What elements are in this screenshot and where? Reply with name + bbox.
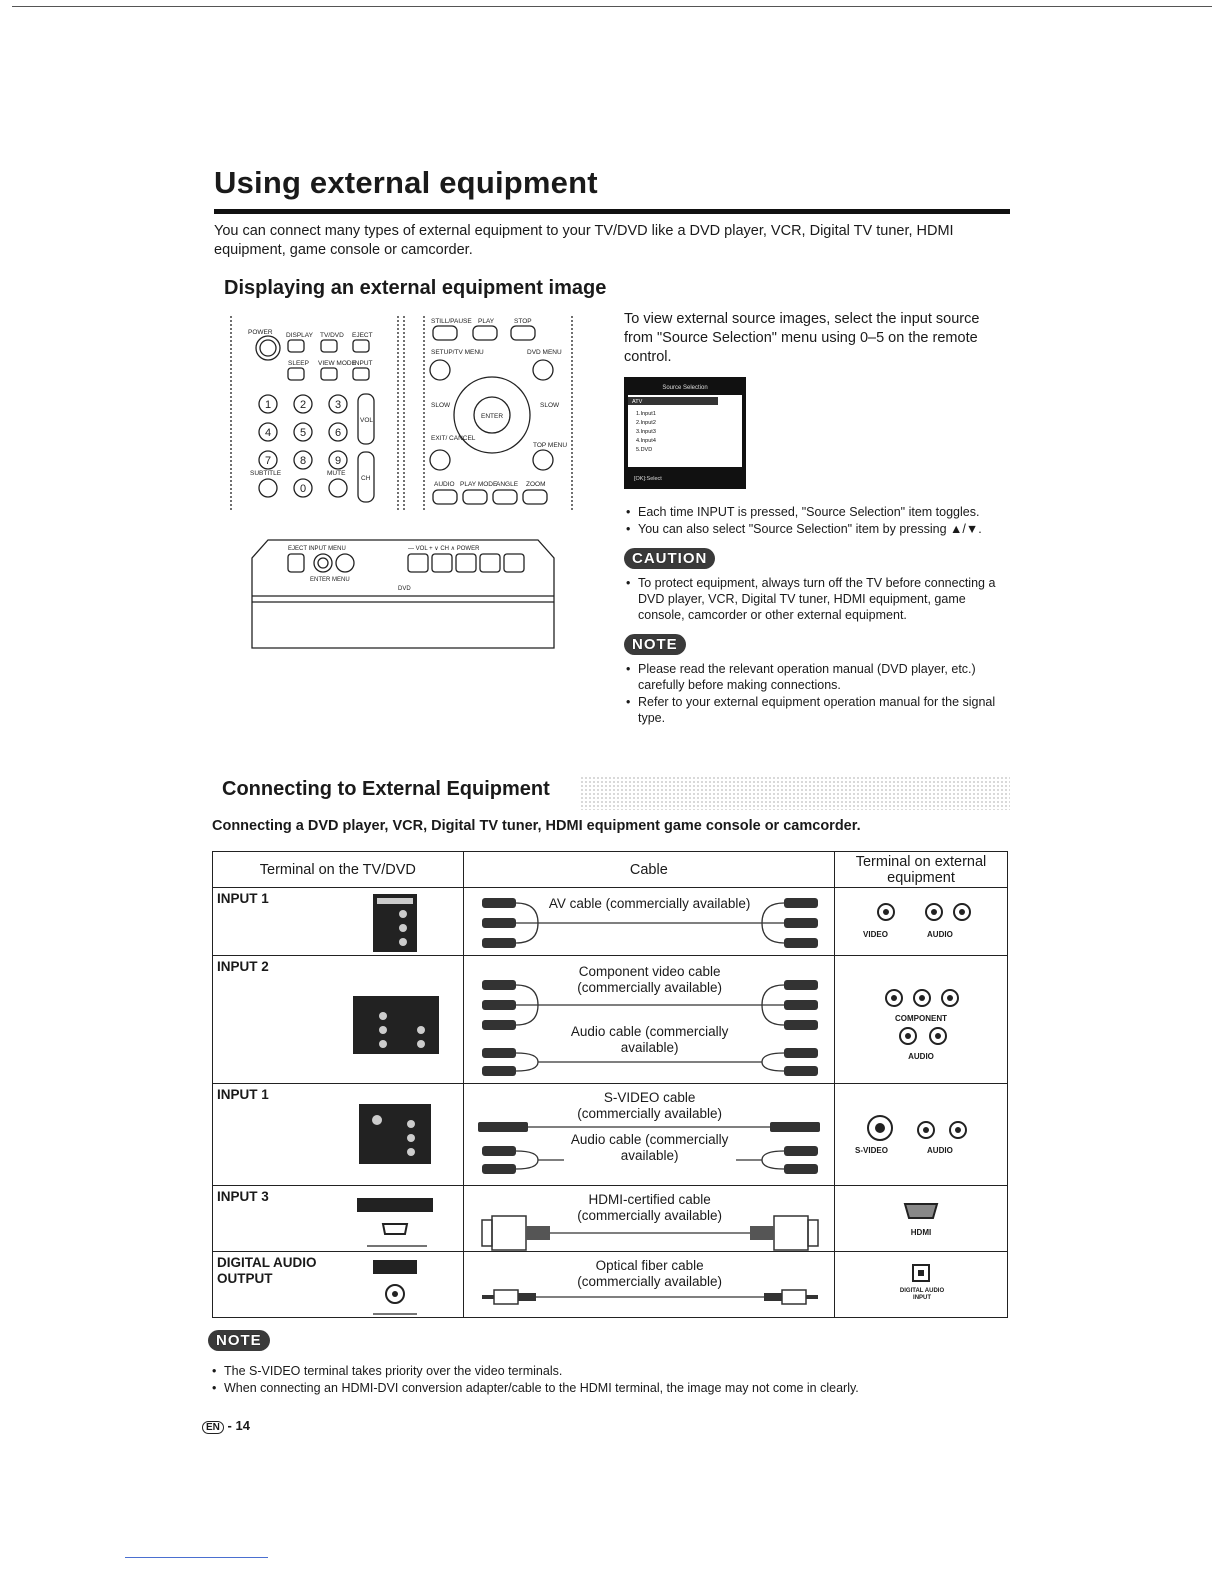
ext-label-svideo: S-VIDEO (855, 1146, 888, 1155)
remote-digit-4: 4 (264, 427, 272, 439)
table-row (213, 1186, 1008, 1252)
cable-label: Optical fiber cable (commercially available) (564, 1258, 736, 1290)
remote-subtitle-label: SUBTITLE (250, 470, 282, 477)
ext-label-audio: AUDIO (927, 930, 953, 939)
terminal-name: INPUT 1 (217, 891, 269, 906)
top-border (12, 6, 1212, 7)
cable-label: Component video cable (commercially available) (564, 964, 736, 996)
menu-item-input2: 2.Input2 (636, 420, 656, 426)
ext-label-video: VIDEO (863, 930, 888, 939)
remote-control-illustration (228, 312, 584, 516)
connection-table (212, 851, 1008, 1318)
page-number (202, 1418, 250, 1434)
svideo-jack-icon (359, 1104, 431, 1164)
section-subtitle: Connecting a DVD player, VCR, Digital TV tuner, HDMI equipment game console or camcorder. (212, 818, 861, 834)
remote-angle-label: ANGLE (496, 481, 519, 488)
bottom-note-badge: NOTE (208, 1330, 270, 1351)
remote-exit-label: EXIT/ CANCEL (431, 435, 476, 442)
bottom-note-bullet: • The S-VIDEO terminal takes priority over the video terminals. (210, 1363, 1010, 1379)
table-row (213, 1084, 1008, 1186)
title-rule (214, 209, 1010, 214)
ext-label-component: COMPONENT (895, 1014, 948, 1023)
terminal-name: INPUT 3 (217, 1189, 269, 1204)
remote-viewmode-label: VIEW MODE (318, 360, 356, 367)
remote-enter-label: ENTER (481, 413, 504, 420)
menu-item-dvd: 5.DVD (636, 447, 653, 453)
menu-title: Source Selection (662, 385, 708, 391)
hdmi-port-icon (357, 1194, 433, 1248)
panel-right-labels: — VOL + ∨ CH ∧ POWER (408, 546, 480, 552)
remote-dvdmenu-label: DVD MENU (527, 349, 562, 356)
remote-display-label: DISPLAY (286, 332, 313, 339)
page-title: Using external equipment (214, 165, 598, 200)
panel-row2-labels: ENTER MENU (310, 577, 350, 583)
remote-digit-5: 5 (299, 427, 307, 439)
remote-digit-9: 9 (334, 455, 342, 467)
caution-badge: CAUTION (624, 548, 715, 569)
remote-zoom-label: ZOOM (526, 481, 546, 488)
remote-digit-0: 0 (299, 483, 307, 495)
section-title-connecting: Connecting to External Equipment (222, 778, 550, 800)
bottom-note (210, 1363, 1010, 1397)
remote-digit-6: 6 (334, 427, 342, 439)
display-bullet: • Each time INPUT is pressed, "Source Selection" item toggles. (624, 504, 1009, 520)
remote-tvdvd-label: TV/DVD (320, 332, 344, 339)
cable-label: HDMI-certified cable (commercially available) (564, 1192, 736, 1224)
remote-input-label: INPUT (353, 360, 373, 367)
remote-power-label: POWER (248, 329, 273, 336)
right-column (624, 310, 1009, 727)
panel-row3-labels: DVD (398, 586, 411, 592)
menu-item-input4: 4.Input4 (636, 438, 656, 444)
remote-ch-label: CH (361, 475, 371, 482)
remote-digit-8: 8 (299, 455, 307, 467)
remote-digit-1: 1 (264, 399, 272, 411)
menu-item-atv: ATV (632, 399, 643, 405)
remote-topmenu-label: TOP MENU (533, 442, 568, 449)
terminal-name: INPUT 1 (217, 1087, 269, 1102)
remote-stop-label: STOP (514, 318, 532, 325)
table-row (213, 1252, 1008, 1318)
source-selection-menu-image (624, 377, 746, 489)
note-bullet: • Please read the relevant operation manual (DVD player, etc.) carefully before making connections. (624, 661, 1009, 693)
remote-digit-2: 2 (299, 399, 307, 411)
header-terminal-tv: Terminal on the TV/DVD (213, 852, 464, 888)
table-row (213, 956, 1008, 1084)
remote-play-label: PLAY (478, 318, 495, 325)
optical-terminal-icon (906, 1262, 936, 1286)
note-badge: NOTE (624, 634, 686, 655)
remote-digit-7: 7 (264, 455, 272, 467)
remote-digit-3: 3 (334, 399, 342, 411)
remote-mute-label: MUTE (327, 470, 346, 477)
terminal-name: INPUT 2 (217, 959, 269, 974)
display-bullets (624, 504, 1009, 537)
cable-label: Audio cable (commercially available) (564, 1024, 736, 1056)
remote-stillpause-label: STILL/PAUSE (431, 318, 472, 325)
display-bullet: • You can also select "Source Selection" item by pressing ▲/▼. (624, 521, 1009, 537)
remote-playmode-label: PLAY MODE (460, 481, 498, 488)
panel-left-labels: EJECT INPUT MENU (288, 546, 346, 552)
remote-slow-left-label: SLOW (431, 402, 451, 409)
note-bullet: • Refer to your external equipment operation manual for the signal type. (624, 694, 1009, 726)
menu-footer: [OK]:Select (634, 476, 662, 482)
menu-item-input3: 3.Input3 (636, 429, 656, 435)
component-jack-icon (353, 996, 439, 1054)
table-row (213, 888, 1008, 956)
caution-bullets (624, 575, 1009, 623)
remote-audio-label: AUDIO (434, 481, 455, 488)
decorative-halftone (580, 776, 1010, 810)
ext-label-digital-audio-input: DIGITAL AUDIO INPUT (899, 1288, 945, 1301)
remote-setup-label: SETUP/TV MENU (431, 349, 484, 356)
remote-eject-label: EJECT (352, 332, 373, 339)
remote-sleep-label: SLEEP (288, 360, 309, 367)
remote-vol-label: VOL (360, 417, 374, 424)
terminal-name: DIGITAL AUDIO OUTPUT (217, 1255, 317, 1286)
header-cable: Cable (463, 852, 834, 888)
intro-text: You can connect many types of external equipment to your TV/DVD like a DVD player, VCR, Digital TV tuner, HDMI equipment, game console or camcorder. (214, 223, 954, 258)
display-instruction: To view external source images, select the input source from "Source Selection" menu using 0–5 on the remote control. (624, 311, 980, 365)
remote-slow-right-label: SLOW (540, 402, 560, 409)
tv-panel-illustration (248, 538, 558, 650)
cable-label: Audio cable (commercially available) (564, 1132, 736, 1164)
language-badge: EN (202, 1421, 224, 1434)
ext-label-hdmi: HDMI (910, 1228, 932, 1237)
bottom-border (125, 1557, 268, 1558)
bottom-note-bullet: • When connecting an HDMI-DVI conversion adapter/cable to the HDMI terminal, the image may not come in clearly. (210, 1380, 1010, 1396)
header-terminal-ext: Terminal on external equipment (835, 852, 1008, 888)
cable-label: AV cable (commercially available) (540, 896, 760, 912)
cable-label: S-VIDEO cable (commercially available) (564, 1090, 736, 1122)
av-jack-icon (371, 894, 419, 952)
ext-label-audio: AUDIO (908, 1052, 934, 1061)
page-number-text: - 14 (227, 1418, 250, 1433)
ext-label-audio: AUDIO (927, 1146, 953, 1155)
hdmi-terminal-icon (891, 1198, 951, 1228)
menu-item-input1: 1.Input1 (636, 411, 656, 417)
svideo-audio-jacks-icon (846, 1104, 996, 1164)
optical-port-icon (371, 1260, 419, 1316)
caution-bullet: • To protect equipment, always turn off the TV before connecting a DVD player, VCR, Digital TV tuner, HDMI equipment, game console, camcorder or other external equipment. (624, 575, 1009, 623)
note-bullets (624, 661, 1009, 726)
section-title-display: Displaying an external equipment image (224, 277, 607, 299)
